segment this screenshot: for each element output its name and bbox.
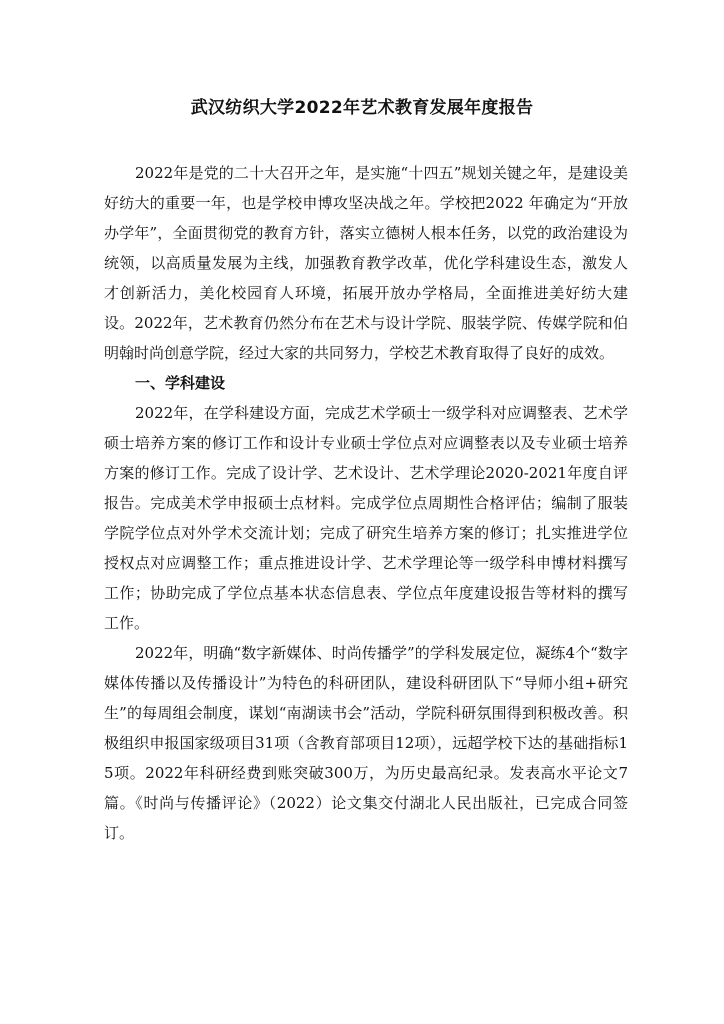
discipline-paragraph-1: 2022年，在学科建设方面，完成艺术学硕士一级学科对应调整表、艺术学硕士培养方案的修订工作和设计专业硕士学位点对应调整表以及专业硕士培养方案的修订工作。完成了设计学、艺术设计、艺术学理论2020-2021年度自评报告。完成美术学申报硕士点材料。完成学位点周期性合格评估；编制了服装学院学位点对外学术交流计划；完成了研究生培养方案的修订；扎实推进学位授权点对应调整工作；重点推进设计学、艺术学理论等一级学科申博材料撰写工作；协助完成了学位点基本状态信息表、学位点年度建设报告等材料的撰写工作。 xyxy=(104,404,628,632)
document-body xyxy=(104,158,628,848)
discipline-paragraph-2: 2022年，明确“数字新媒体、时尚传播学”的学科发展定位，凝练4个“数字媒体传播以及传播设计”为特色的科研团队，建设科研团队下“导师小组+研究生”的每周组会制度，谋划“南湖读书会”活动，学院科研氛围得到积极改善。积极组织申报国家级项目31项（含教育部项目12项），远超学校下达的基础指标15项。2022年科研经费到账突破300万，为历史最高纪录。发表高水平论文7篇。《时尚与传播评论》（2022）论文集交付湖北人民出版社，已完成合同签订。 xyxy=(104,644,628,842)
intro-paragraph: 2022年是党的二十大召开之年，是实施“十四五”规划关键之年，是建设美好纺大的重要一年，也是学校申博攻坚决战之年。学校把2022 年确定为“开放办学年”，全面贯彻党的教育方针，落实立德树人根本任务，以党的政治建设为统领，以高质量发展为主线，加强教育教学改革，优化学科建设生态，激发人才创新活力，美化校园育人环境，拓展开放办学格局，全面推进美好纺大建设。2022年，艺术教育仍然分布在艺术与设计学院、服装学院、传媒学院和伯明翰时尚创意学院，经过大家的共同努力，学校艺术教育取得了良好的成效。 xyxy=(104,164,628,362)
section-heading-discipline: 一、学科建设 xyxy=(135,374,226,392)
document-title: 武汉纺织大学2022年艺术教育发展年度报告 xyxy=(190,98,534,118)
